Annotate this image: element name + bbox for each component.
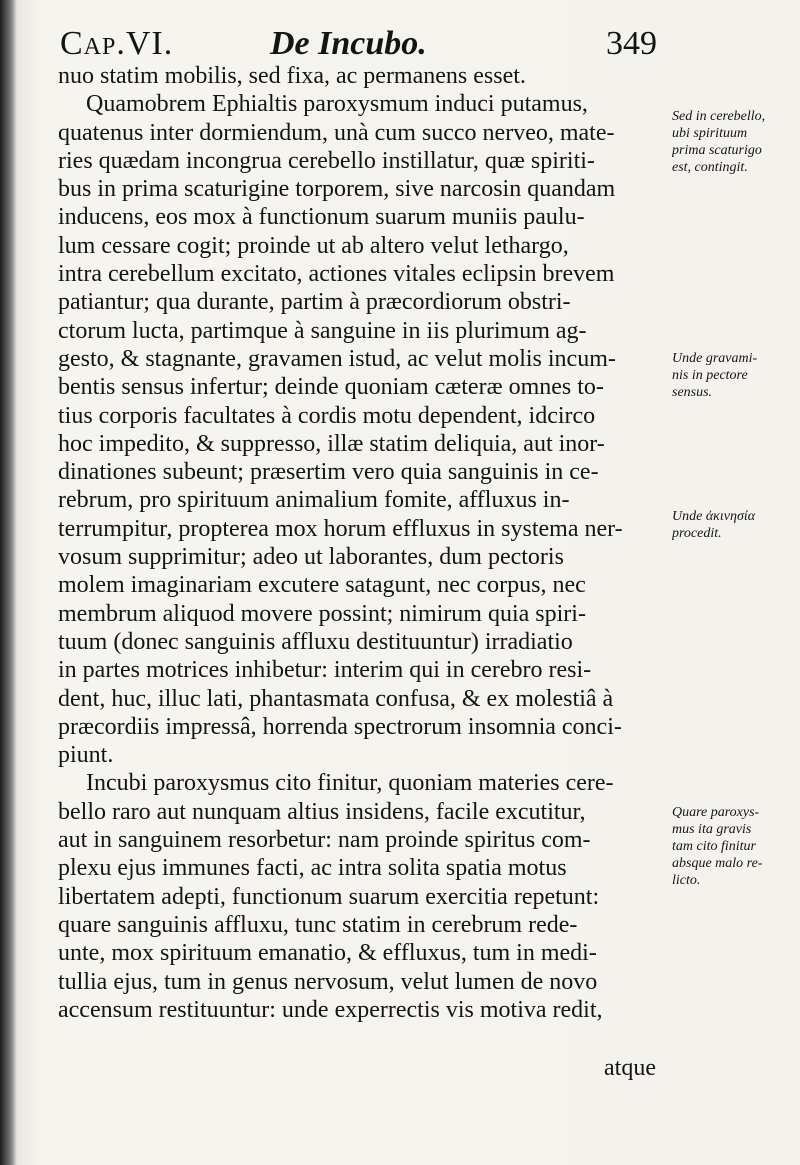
text-line: bus in prima scaturigine torporem, sive narcosin quandam [58,176,616,203]
book-gutter-shadow [0,0,16,1165]
text-line: intra cerebellum excitato, actiones vitales eclipsin brevem [58,261,615,288]
margin-note-line: licto. [672,873,701,888]
text-line: nuo statim mobilis, sed fixa, ac permanens esset. [58,63,526,89]
text-line: dent, huc, illuc lati, phantasmata confusa, & ex molestiâ à [58,685,614,712]
margin-note [672,804,798,889]
margin-note-line: absque malo re- [672,856,763,871]
text-line: hoc impedito, & suppresso, illæ statim deliquia, aut inor- [58,430,605,457]
margin-note [672,108,798,176]
text-line: unte, mox spirituum emanatio, & effluxus, tum in medi- [58,940,597,967]
margin-note-line: sensus. [672,385,713,400]
text-line: quare sanguinis affluxu, tunc statim in cerebrum rede- [58,911,578,938]
text-line: membrum aliquod movere possint; nimirum quia spiri- [58,600,586,627]
margin-note [672,350,798,401]
text-line: molem imaginariam excutere satagunt, nec corpus, nec [58,572,586,599]
chapter-heading: Cap.VI. [60,25,174,62]
text-line: plexu ejus immunes facti, ac intra solita spatia motus [58,855,567,882]
margin-note-line: prima scaturigo [672,143,762,158]
margin-note-line: nis in pectore [672,368,748,383]
margin-note-line: Quare paroxys- [672,805,760,820]
text-line: in partes motrices inhibetur: interim qui in cerebro resi- [58,657,592,684]
text-line: accensum restituuntur: unde experrectis vis motiva redit, [58,996,603,1023]
text-line: aut in sanguinem resorbetur: nam proinde spiritus com- [58,827,591,854]
text-line: piunt. [58,742,114,769]
text-line: Incubi paroxysmus cito finitur, quoniam materies cere- [86,770,614,797]
text-line: bello raro aut nunquam altius insidens, facile excutitur, [58,798,586,825]
section-title: De Incubo. [270,25,427,62]
margin-note-line: Sed in cerebello, [672,109,766,124]
text-line: ctorum lucta, partimque à sanguine in iis plurimum ag- [58,317,587,344]
text-line: tius corporis facultates à cordis motu dependent, idcirco [58,402,596,429]
main-text-block [58,62,670,1024]
margin-note-line: mus ita gravis [672,822,752,837]
text-line: patiantur; qua durante, partim à præcordiorum obstri- [58,289,571,316]
text-line: quatenus inter dormiendum, unà cum succo nerveo, mate- [58,119,615,146]
text-line: præcordiis impressâ, horrenda spectrorum insomnia conci- [58,713,622,740]
text-line: dinationes subeunt; præsertim vero quia sanguinis in ce- [58,459,599,486]
catchword: atque [604,1055,656,1081]
text-line: rebrum, pro spirituum animalium fomite, affluxus in- [58,487,570,514]
margin-note-line: est, contingit. [672,160,748,175]
text-line: ries quædam incongrua cerebello instillatur, quæ spiriti- [58,147,595,174]
text-line: libertatem adepti, functionum suarum exercitia repetunt: [58,883,600,910]
margin-note-line: procedit. [672,526,722,541]
text-line: bentis sensus infertur; deinde quoniam cæteræ omnes to- [58,374,604,401]
text-line: Quamobrem Ephialtis paroxysmum induci putamus, [86,91,588,118]
margin-note-line: Unde gravami- [672,351,758,366]
text-line: terrumpitur, propterea mox horum effluxus in systema ner- [58,515,623,542]
text-line: vosum supprimitur; adeo ut laborantes, dum pectoris [58,544,564,571]
margin-note-line: tam cito finitur [672,839,756,854]
text-line: tuum (donec sanguinis affluxu destituuntur) irradiatio [58,628,573,655]
page-number: 349 [606,25,657,62]
margin-note-line: Unde ἀκινησία [672,509,756,524]
text-line: tullia ejus, tum in genus nervosum, velut lumen de novo [58,968,598,995]
margin-note-line: ubi spirituum [672,126,748,141]
margin-note [672,508,798,542]
text-line: lum cessare cogit; proinde ut ab altero velut lethargo, [58,232,569,259]
text-line: inducens, eos mox à functionum suarum muniis paulu- [58,204,585,231]
text-line: gesto, & stagnante, gravamen istud, ac velut molis incum- [58,345,616,372]
